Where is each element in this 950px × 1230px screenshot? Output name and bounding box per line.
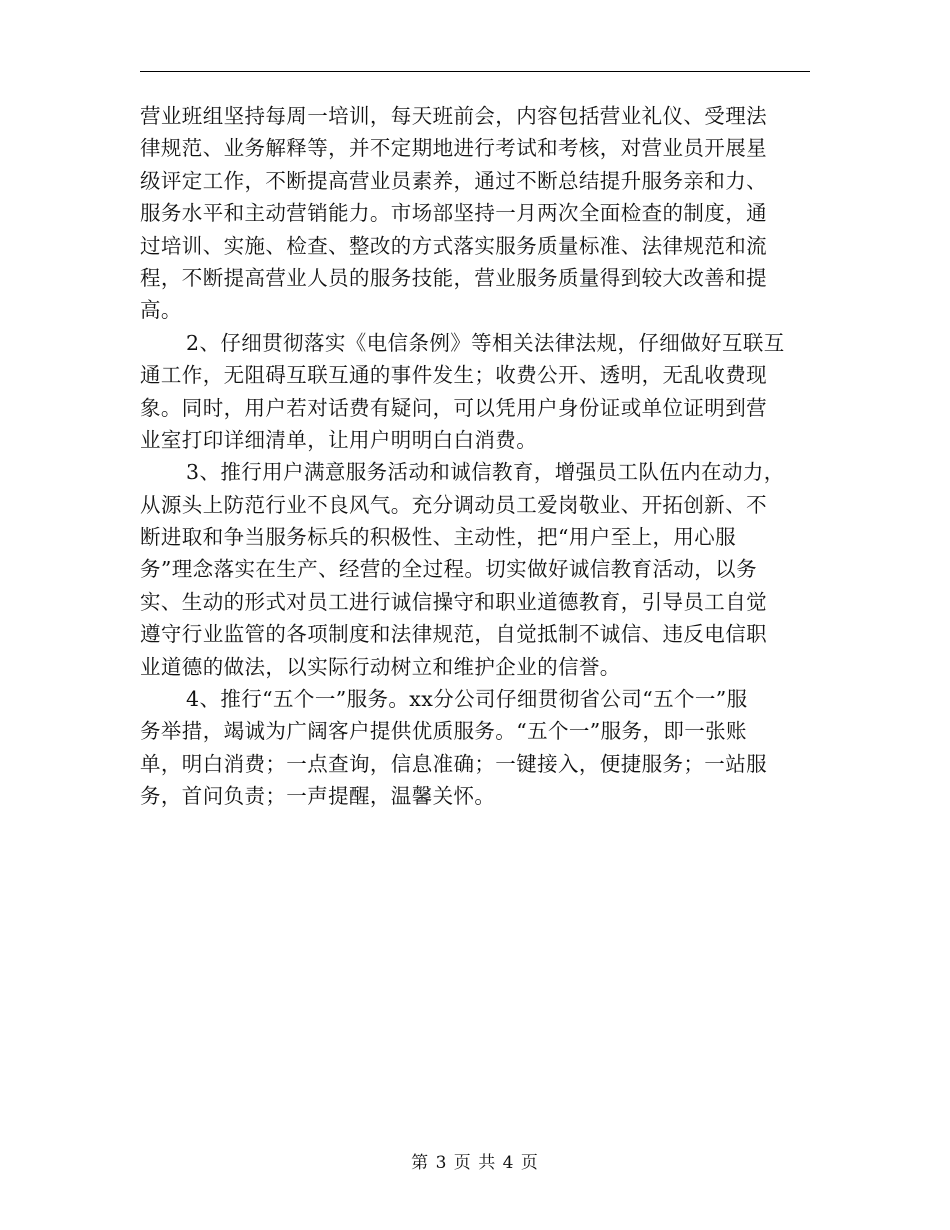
text-line: 2、仔细贯彻落实《电信条例》等相关法律法规，仔细做好互联互 (186, 330, 785, 355)
text-line: 象。同时，用户若对话费有疑问，可以凭用户身份证或单位证明到营 (140, 395, 767, 420)
text-line: 程，不断提高营业人员的服务技能，营业服务质量得到较大改善和提 (140, 265, 767, 290)
text-line: 从源头上防范行业不良风气。充分调动员工爱岗敬业、开拓创新、不 (140, 492, 767, 517)
text-line: 务举措，竭诚为广阔客户提供优质服务。“五个一”服务，即一张账 (140, 719, 747, 744)
text-line: 营业班组坚持每周一培训，每天班前会，内容包括营业礼仪、受理法 (140, 104, 767, 128)
text-line: 3、推行用户满意服务活动和诚信教育，增强员工队伍内在动力， (186, 460, 785, 485)
text-line: 律规范、业务解释等，并不定期地进行考试和考核，对营业员开展星 (140, 136, 767, 161)
paragraph-telecom-regulations (140, 327, 815, 457)
text-line: 过培训、实施、检查、整改的方式落实服务质量标准、法律规范和流 (140, 233, 767, 258)
text-line: 高。 (140, 298, 182, 323)
page-number: 第 3 页 共 4 页 (411, 1153, 539, 1173)
text-line: 服务水平和主动营销能力。市场部坚持一月两次全面检查的制度，通 (140, 201, 767, 226)
text-line: 务，首问负责；一声提醒，温馨关怀。 (140, 784, 496, 809)
paragraph-service-training (140, 100, 815, 327)
text-line: 实、生动的形式对员工进行诚信操守和职业道德教育，引导员工自觉 (140, 589, 767, 614)
header-rule (140, 71, 810, 72)
text-line: 业道德的做法，以实际行动树立和维护企业的信誉。 (140, 654, 621, 679)
text-line: 断进取和争当服务标兵的积极性、主动性，把“用户至上，用心服 (140, 525, 737, 550)
text-line: 单，明白消费；一点查询，信息准确；一键接入，便捷服务；一站服 (140, 751, 767, 776)
text-line: 级评定工作，不断提高营业员素养，通过不断总结提升服务亲和力、 (140, 168, 767, 193)
paragraph-integrity-education (140, 456, 815, 683)
document-body (140, 100, 815, 813)
paragraph-five-ones-service (140, 683, 815, 813)
text-line: 4、推行“五个一”服务。xx分公司仔细贯彻省公司“五个一”服 (186, 687, 748, 712)
text-line: 务”理念落实在生产、经营的全过程。切实做好诚信教育活动，以务 (140, 557, 757, 582)
text-line: 遵守行业监管的各项制度和法律规范，自觉抵制不诚信、违反电信职 (140, 622, 767, 647)
text-line: 业室打印详细清单，让用户明明白白消费。 (140, 427, 538, 452)
text-line: 通工作，无阻碍互联互通的事件发生；收费公开、透明，无乱收费现 (140, 363, 767, 388)
